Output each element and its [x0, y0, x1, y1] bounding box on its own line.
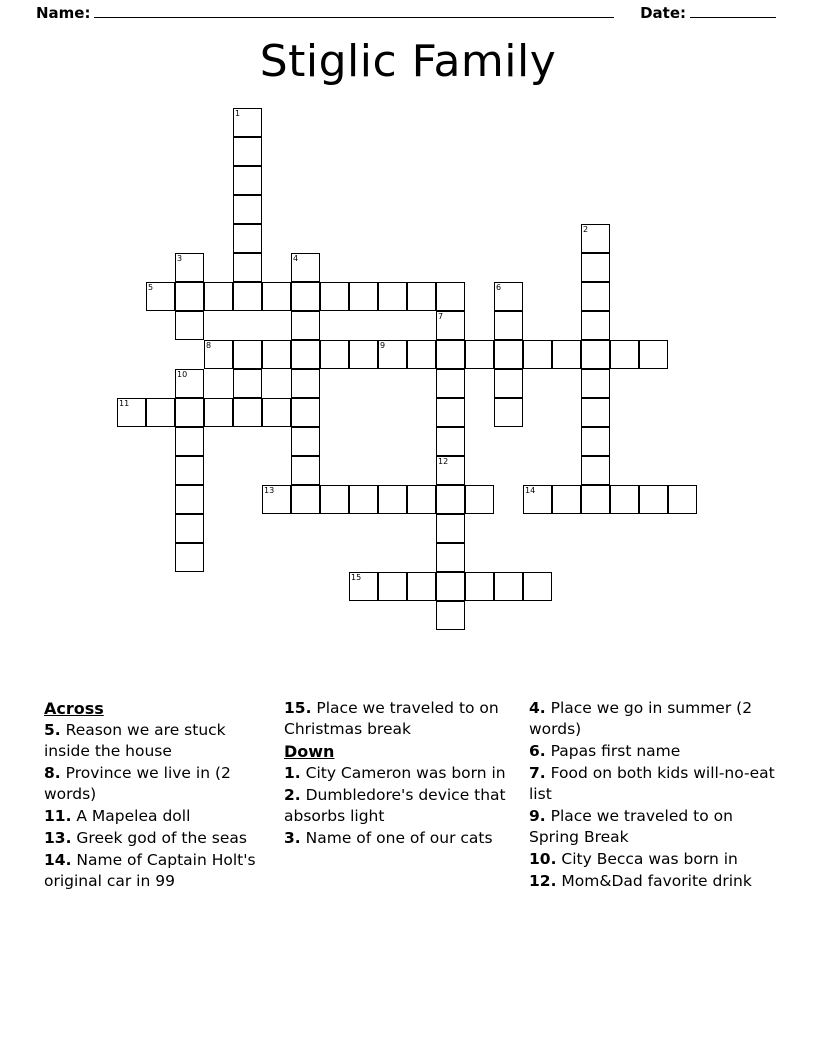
- grid-cell[interactable]: [436, 311, 465, 340]
- grid-cell[interactable]: [175, 514, 204, 543]
- grid-cell-number: 11: [119, 399, 130, 408]
- grid-cell[interactable]: [320, 282, 349, 311]
- grid-cell[interactable]: [436, 369, 465, 398]
- grid-cell[interactable]: [494, 572, 523, 601]
- grid-cell[interactable]: [175, 369, 204, 398]
- grid-cell[interactable]: [494, 369, 523, 398]
- grid-cell[interactable]: [494, 398, 523, 427]
- grid-cell[interactable]: [436, 340, 465, 369]
- grid-cell[interactable]: [349, 282, 378, 311]
- clue-number: 13.: [44, 829, 72, 847]
- page-title: Stiglic Family: [259, 36, 557, 87]
- grid-cell[interactable]: [291, 282, 320, 311]
- grid-cell[interactable]: [204, 398, 233, 427]
- grid-cell[interactable]: [523, 340, 552, 369]
- grid-cell[interactable]: [436, 456, 465, 485]
- grid-cell-number: 3: [177, 254, 183, 263]
- clue-number: 12.: [529, 872, 557, 890]
- clue-column-3: [529, 698, 784, 893]
- clue-text: Place we traveled to on Spring Break: [529, 807, 733, 846]
- grid-cell[interactable]: [436, 514, 465, 543]
- across-heading: Across: [44, 699, 104, 718]
- clue-down-2: [284, 785, 521, 827]
- grid-cell[interactable]: [204, 340, 233, 369]
- clue-text: Place we go in summer (2 words): [529, 699, 753, 738]
- name-blank-line: [94, 17, 614, 18]
- grid-cell[interactable]: [233, 195, 262, 224]
- clue-number: 3.: [284, 829, 301, 847]
- grid-cell[interactable]: [465, 340, 494, 369]
- clue-text: Name of Captain Holt's original car in 99: [44, 851, 256, 890]
- grid-cell[interactable]: [349, 485, 378, 514]
- clue-number: 10.: [529, 850, 557, 868]
- clue-text: Province we live in (2 words): [44, 764, 231, 803]
- grid-cell-number: 4: [293, 254, 299, 263]
- grid-cell[interactable]: [581, 456, 610, 485]
- grid-cell[interactable]: [436, 572, 465, 601]
- grid-cell[interactable]: [233, 369, 262, 398]
- clue-text: A Mapelea doll: [76, 807, 191, 825]
- name-label: Name:: [36, 4, 91, 22]
- clue-text: Name of one of our cats: [305, 829, 493, 847]
- grid-cell[interactable]: [436, 601, 465, 630]
- grid-cell[interactable]: [378, 340, 407, 369]
- clue-section: [44, 698, 784, 893]
- grid-cell[interactable]: [175, 485, 204, 514]
- clue-across-14: [44, 850, 276, 892]
- grid-cell[interactable]: [581, 224, 610, 253]
- grid-cell-number: 8: [206, 341, 212, 350]
- grid-cell[interactable]: [523, 572, 552, 601]
- date-label: Date:: [640, 4, 686, 22]
- clue-across-15: [284, 698, 521, 740]
- grid-cell[interactable]: [378, 282, 407, 311]
- grid-cell[interactable]: [233, 137, 262, 166]
- clue-number: 14.: [44, 851, 72, 869]
- grid-cell[interactable]: [175, 456, 204, 485]
- clue-text: Dumbledore's device that absorbs light: [284, 786, 506, 825]
- clue-number: 1.: [284, 764, 301, 782]
- grid-cell[interactable]: [175, 427, 204, 456]
- clue-across-13: [44, 828, 276, 849]
- grid-cell[interactable]: [204, 282, 233, 311]
- clue-text: Reason we are stuck inside the house: [44, 721, 226, 760]
- clue-number: 2.: [284, 786, 301, 804]
- grid-cell-number: 13: [264, 486, 275, 495]
- grid-cell[interactable]: [494, 282, 523, 311]
- grid-cell[interactable]: [378, 572, 407, 601]
- grid-cell[interactable]: [407, 340, 436, 369]
- clue-down-10: [529, 849, 776, 870]
- grid-cell[interactable]: [291, 456, 320, 485]
- grid-cell[interactable]: [552, 485, 581, 514]
- grid-cell[interactable]: [175, 282, 204, 311]
- clue-text: Greek god of the seas: [76, 829, 247, 847]
- grid-cell[interactable]: [581, 398, 610, 427]
- clue-across-5: [44, 720, 276, 762]
- crossword-grid: [0, 108, 816, 678]
- grid-cell[interactable]: [581, 340, 610, 369]
- grid-cell[interactable]: [291, 253, 320, 282]
- grid-cell[interactable]: [233, 224, 262, 253]
- grid-cell-number: 1: [235, 109, 241, 118]
- grid-cell[interactable]: [581, 369, 610, 398]
- grid-cell[interactable]: [349, 572, 378, 601]
- grid-cell-number: 12: [438, 457, 449, 466]
- clue-number: 8.: [44, 764, 61, 782]
- grid-cell-number: 5: [148, 283, 154, 292]
- grid-cell[interactable]: [233, 398, 262, 427]
- grid-cell[interactable]: [494, 340, 523, 369]
- grid-cell[interactable]: [668, 485, 697, 514]
- grid-cell[interactable]: [407, 282, 436, 311]
- grid-cell[interactable]: [465, 485, 494, 514]
- clue-text: Papas first name: [550, 742, 681, 760]
- grid-cell[interactable]: [291, 340, 320, 369]
- grid-cell[interactable]: [349, 340, 378, 369]
- grid-cell[interactable]: [117, 398, 146, 427]
- grid-cell[interactable]: [610, 485, 639, 514]
- clue-down-1: [284, 763, 521, 784]
- grid-cell[interactable]: [407, 572, 436, 601]
- clue-text: City Becca was born in: [561, 850, 738, 868]
- grid-cell[interactable]: [407, 485, 436, 514]
- clue-down-6: [529, 741, 776, 762]
- clue-number: 15.: [284, 699, 312, 717]
- grid-cell[interactable]: [639, 340, 668, 369]
- clue-down-4: [529, 698, 776, 740]
- grid-cell[interactable]: [610, 340, 639, 369]
- grid-cell[interactable]: [436, 543, 465, 572]
- grid-cell[interactable]: [581, 253, 610, 282]
- clue-text: Place we traveled to on Christmas break: [284, 699, 499, 738]
- grid-cell[interactable]: [581, 427, 610, 456]
- clue-number: 6.: [529, 742, 546, 760]
- grid-cell[interactable]: [552, 340, 581, 369]
- grid-cell[interactable]: [494, 311, 523, 340]
- clue-down-12: [529, 871, 776, 892]
- clue-text: Food on both kids will-no-eat list: [529, 764, 775, 803]
- clue-down-7: [529, 763, 776, 805]
- grid-cell[interactable]: [320, 485, 349, 514]
- grid-cell[interactable]: [291, 427, 320, 456]
- grid-cell[interactable]: [291, 369, 320, 398]
- grid-cell-number: 10: [177, 370, 188, 379]
- grid-cell[interactable]: [581, 485, 610, 514]
- grid-cell[interactable]: [465, 572, 494, 601]
- grid-cell-number: 15: [351, 573, 362, 582]
- grid-cell-number: 9: [380, 341, 386, 350]
- clue-across-11: [44, 806, 276, 827]
- grid-cell[interactable]: [291, 398, 320, 427]
- clue-number: 11.: [44, 807, 72, 825]
- grid-cell[interactable]: [233, 340, 262, 369]
- grid-cell-number: 7: [438, 312, 444, 321]
- grid-cell[interactable]: [262, 485, 291, 514]
- date-blank-line: [690, 17, 776, 18]
- clue-text: City Cameron was born in: [305, 764, 506, 782]
- grid-cell[interactable]: [320, 340, 349, 369]
- clue-number: 7.: [529, 764, 546, 782]
- grid-cell[interactable]: [436, 427, 465, 456]
- grid-cell[interactable]: [175, 543, 204, 572]
- grid-cell-number: 2: [583, 225, 589, 234]
- grid-cell-number: 6: [496, 283, 502, 292]
- clue-number: 9.: [529, 807, 546, 825]
- grid-cell[interactable]: [146, 398, 175, 427]
- grid-cell[interactable]: [233, 253, 262, 282]
- grid-cell[interactable]: [378, 485, 407, 514]
- clue-column-2: [284, 698, 529, 893]
- clue-down-9: [529, 806, 776, 848]
- grid-cell[interactable]: [262, 340, 291, 369]
- grid-cell[interactable]: [233, 108, 262, 137]
- grid-cell[interactable]: [639, 485, 668, 514]
- down-heading: Down: [284, 742, 335, 761]
- grid-cell[interactable]: [523, 485, 552, 514]
- grid-cell[interactable]: [291, 311, 320, 340]
- grid-cell[interactable]: [436, 485, 465, 514]
- grid-cell[interactable]: [581, 311, 610, 340]
- grid-cell-number: 14: [525, 486, 536, 495]
- grid-cell[interactable]: [262, 398, 291, 427]
- grid-cell[interactable]: [291, 485, 320, 514]
- grid-cell[interactable]: [175, 253, 204, 282]
- grid-cell[interactable]: [233, 282, 262, 311]
- grid-cell[interactable]: [146, 282, 175, 311]
- grid-cell[interactable]: [262, 282, 291, 311]
- clue-text: Mom&Dad favorite drink: [561, 872, 752, 890]
- grid-cell[interactable]: [175, 311, 204, 340]
- grid-cell[interactable]: [175, 398, 204, 427]
- grid-cell[interactable]: [436, 398, 465, 427]
- clue-across-8: [44, 763, 276, 805]
- clue-column-1: [44, 698, 284, 893]
- grid-cell[interactable]: [436, 282, 465, 311]
- name-date-header: [36, 4, 780, 22]
- clue-number: 5.: [44, 721, 61, 739]
- clue-number: 4.: [529, 699, 546, 717]
- grid-cell[interactable]: [233, 166, 262, 195]
- clue-down-3: [284, 828, 521, 849]
- grid-cell[interactable]: [581, 282, 610, 311]
